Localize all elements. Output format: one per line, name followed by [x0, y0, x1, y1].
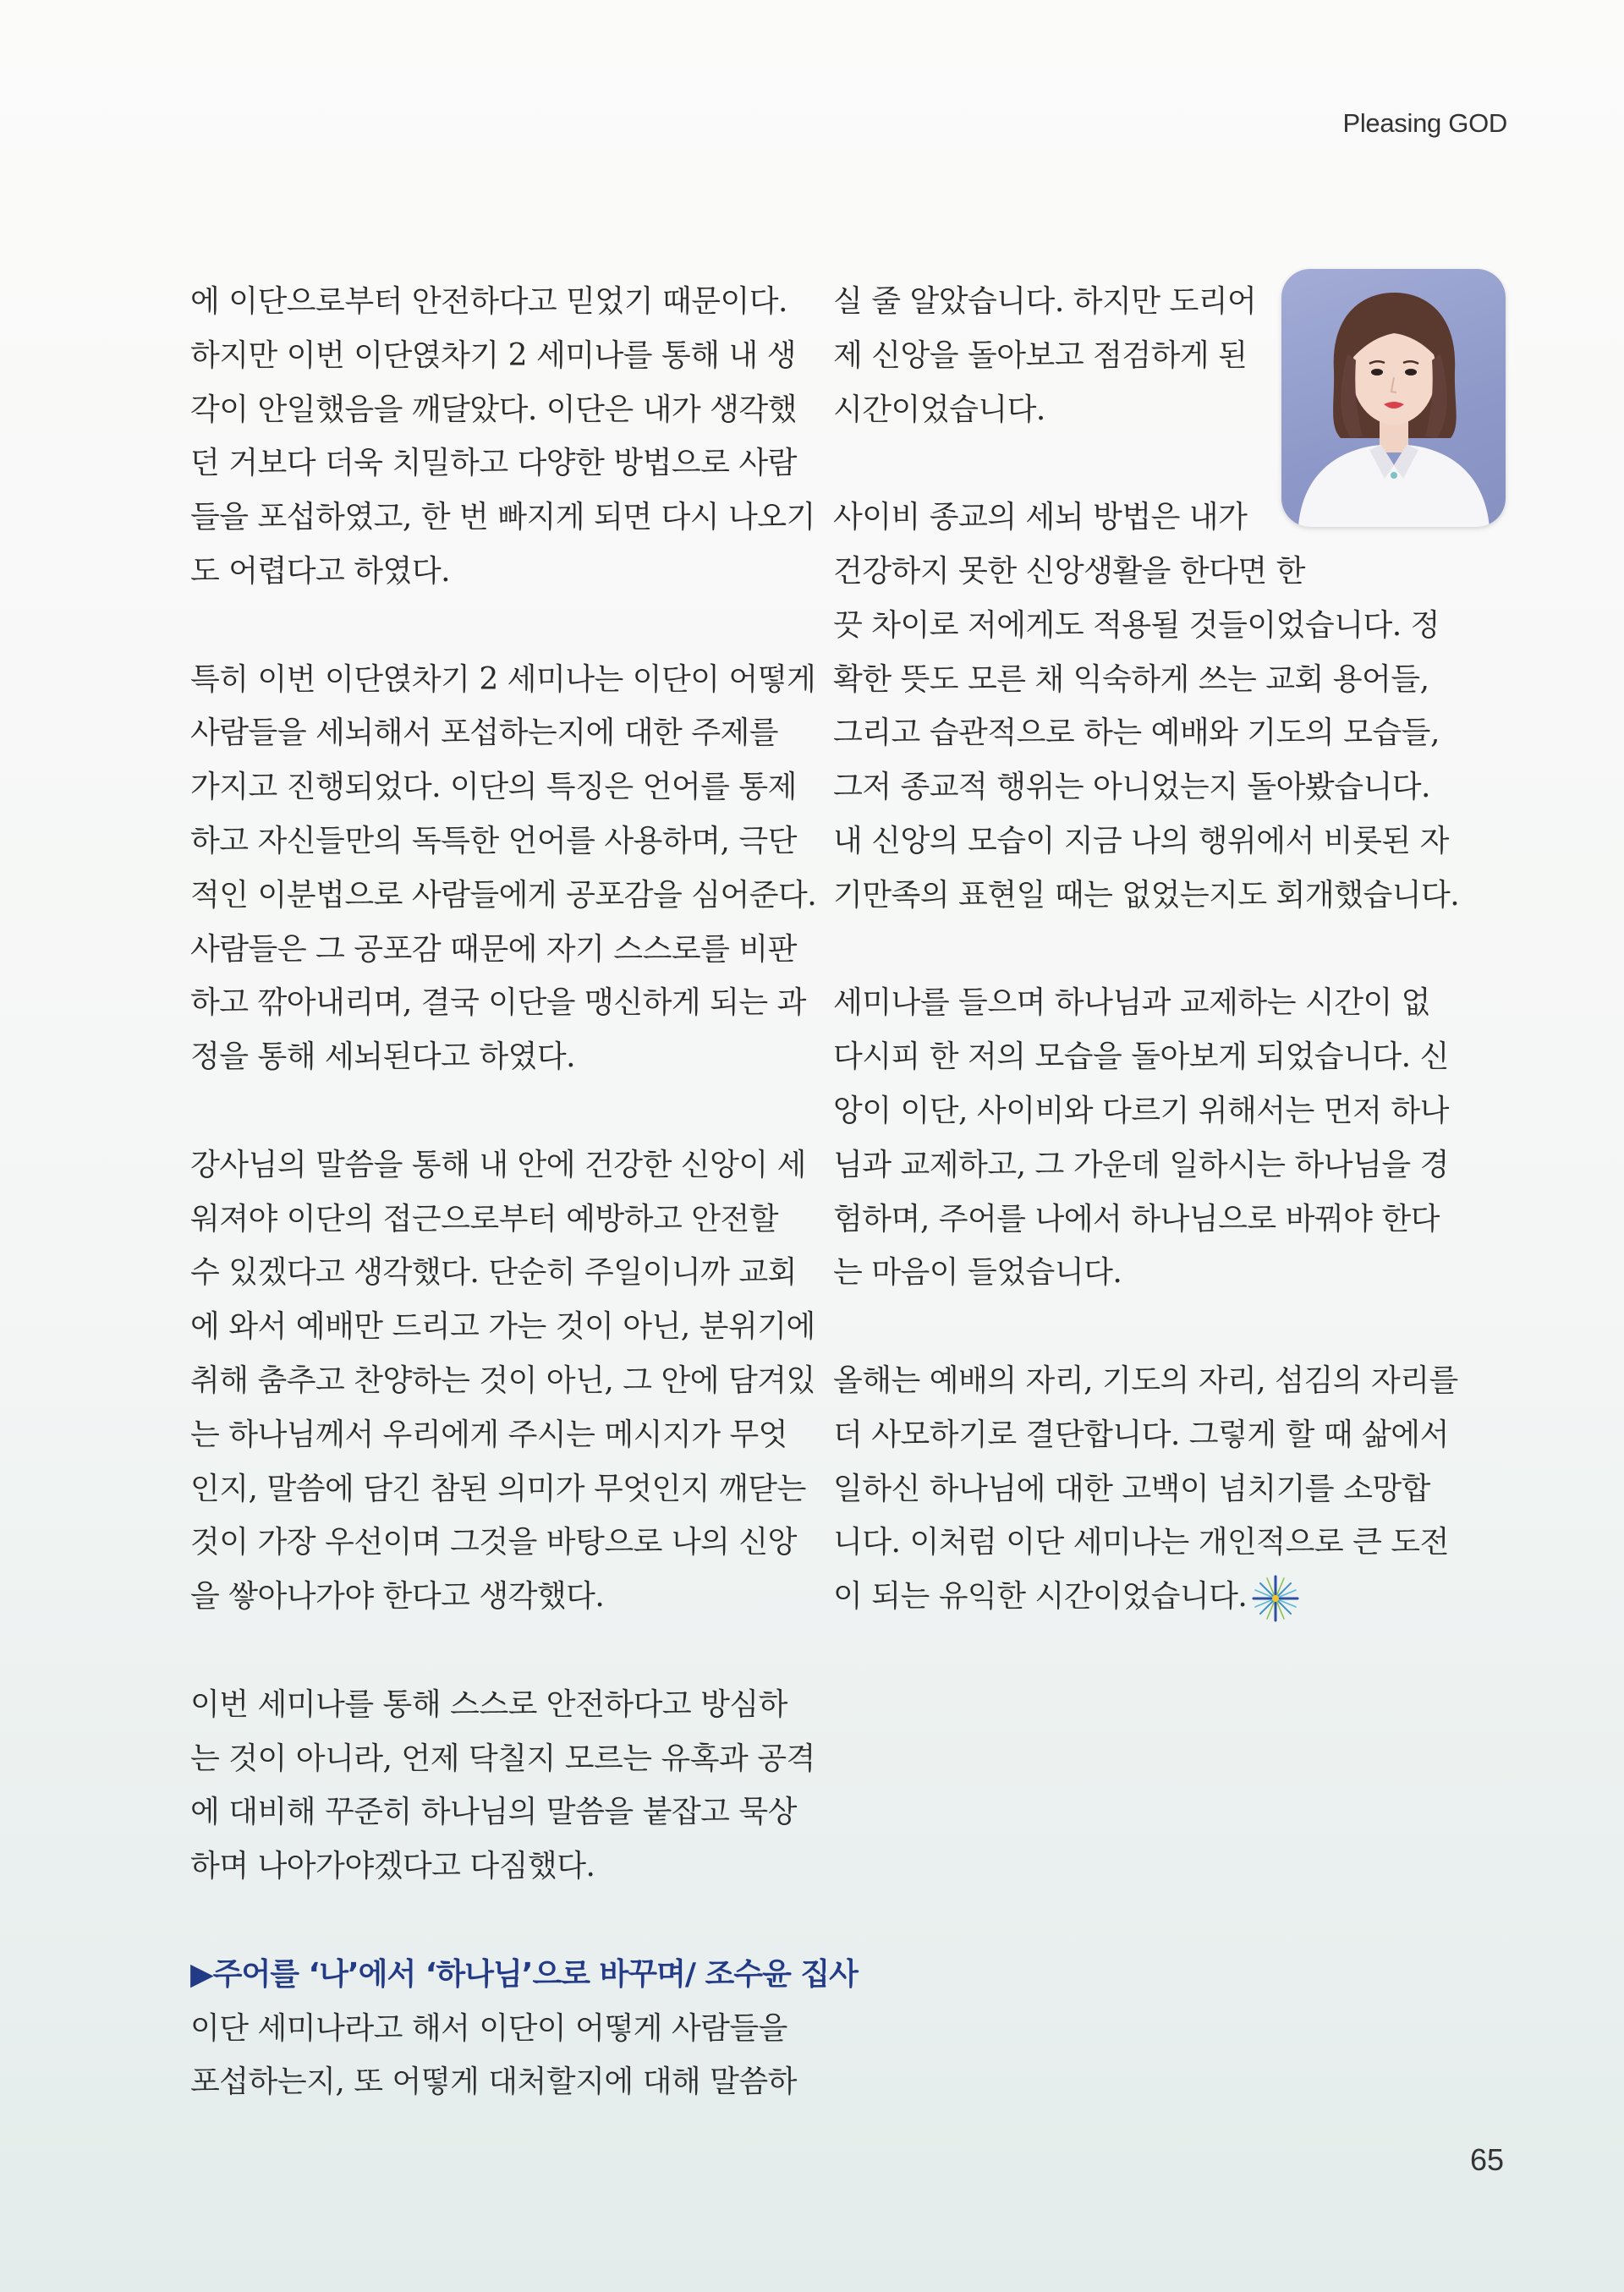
paragraph — [833, 1354, 1458, 1624]
text-line: 특히 이번 이단엱차기 2 세미나는 이단이 어떻게 — [190, 661, 816, 697]
text-line: 그리고 습관적으로 하는 예배와 기도의 모습들, — [833, 716, 1440, 751]
text-line: 는 마음이 들었습니다. — [833, 1255, 1122, 1291]
page-number: 65 — [1469, 2142, 1504, 2177]
text-line: 강사님의 말씀을 통해 내 안에 건강한 신앙이 세 — [190, 1147, 806, 1182]
right-column — [833, 275, 1460, 1624]
paragraph — [190, 275, 815, 599]
text-line: 에 와서 예배만 드리고 가는 것이 아닌, 분위기에 — [190, 1309, 815, 1345]
text-line: 각이 안일했음을 깨달았다. 이단은 내가 생각했 — [190, 392, 797, 427]
text-line: 세미나를 들으며 하나님과 교제하는 시간이 없 — [833, 985, 1430, 1021]
text-line: 취해 춤추고 찬양하는 것이 아닌, 그 안에 담겨있 — [190, 1363, 815, 1398]
text-line: 수 있겠다고 생각했다. 단순히 주일이니까 교회 — [190, 1255, 797, 1291]
paragraph — [190, 653, 817, 1084]
text-line: 하지만 이번 이단엱차기 2 세미나를 통해 내 생 — [190, 337, 796, 373]
text-line: 에 대비해 꾸준히 하나님의 말씀을 붙잡고 묵상 — [190, 1795, 797, 1830]
cross-ornament-icon — [1250, 1573, 1301, 1624]
paragraph — [833, 491, 1460, 922]
text-line: 을 쌓아나가야 한다고 생각했다. — [190, 1579, 605, 1615]
text-line: 포섭하는지, 또 어떻게 대처할지에 대해 말씀하 — [190, 2064, 797, 2100]
text-line: 던 거보다 더욱 치밀하고 다양한 방법으로 사람 — [190, 446, 797, 481]
text-line: 사이비 종교의 세뇌 방법은 내가 — [833, 500, 1248, 535]
text-line: 제 신앙을 돌아보고 점검하게 된 — [833, 337, 1248, 373]
text-line: 시간이었습니다. — [833, 392, 1045, 427]
text-line: 에 이단으로부터 안전하다고 믿었기 때문이다. — [190, 284, 787, 319]
text-line: 이번 세미나를 통해 스스로 안전하다고 방심하 — [190, 1686, 787, 1722]
text-line: 인지, 말씀에 담긴 참된 의미가 무엇인지 깨닫는 — [190, 1471, 806, 1506]
text-line: 가지고 진행되었다. 이단의 특징은 언어를 통제 — [190, 770, 797, 805]
text-line: 하고 자신들만의 독특한 언어를 사용하며, 극단 — [190, 823, 797, 858]
text-line: 확한 뜻도 모른 채 익숙하게 쓰는 교회 용어들, — [833, 661, 1429, 697]
text-line: 는 것이 아니라, 언제 닥칠지 모르는 유혹과 공격 — [190, 1741, 815, 1776]
left-column — [190, 275, 858, 2109]
paragraph — [190, 1678, 815, 1894]
text-line: 올해는 예배의 자리, 기도의 자리, 섬김의 자리를 — [833, 1363, 1458, 1398]
text-line: 정을 통해 세뇌된다고 하였다. — [190, 1039, 576, 1075]
text-line: 앙이 이단, 사이비와 다르기 위해서는 먼저 하나 — [833, 1093, 1449, 1128]
text-line: 하며 나아가야겠다고 다짐했다. — [190, 1849, 595, 1884]
text-line: 건강하지 못한 신앙생활을 한다면 한 — [833, 553, 1305, 589]
paragraph — [833, 275, 1431, 436]
text-line: 그저 종교적 행위는 아니었는지 돌아봤습니다. — [833, 770, 1430, 805]
text-line: 험하며, 주어를 나에서 하나님으로 바꿔야 한다 — [833, 1201, 1440, 1236]
text-line: 더 사모하기로 결단합니다. 그렇게 할 때 삶에서 — [833, 1417, 1449, 1452]
running-header: Pleasing GOD — [1342, 108, 1507, 138]
paragraph — [190, 1138, 815, 1624]
text-line: 이단 세미나라고 해서 이단이 어떻게 사람들을 — [190, 2010, 787, 2046]
text-line: 기만족의 표현일 때는 없었는지도 회개했습니다. — [833, 877, 1460, 913]
text-line: 하고 깎아내리며, 결국 이단을 맹신하게 되는 과 — [190, 985, 806, 1021]
text-line: 들을 포섭하였고, 한 번 빠지게 되면 다시 나오기 — [190, 500, 815, 535]
text-line: 사람들을 세뇌해서 포섭하는지에 대한 주제를 — [190, 716, 779, 751]
text-line: 다시피 한 저의 모습을 돌아보게 되었습니다. 신 — [833, 1039, 1449, 1075]
text-line: 님과 교제하고, 그 가운데 일하시는 하나님을 경 — [833, 1147, 1449, 1182]
text-line: 일하신 하나님에 대한 고백이 넘치기를 소망합 — [833, 1471, 1430, 1506]
text-line — [833, 1570, 1431, 1624]
text-line: 는 하나님께서 우리에게 주시는 메시지가 무엇 — [190, 1417, 787, 1452]
text-line: 도 어렵다고 하였다. — [190, 553, 451, 589]
text-line: 사람들은 그 공포감 때문에 자기 스스로를 비판 — [190, 931, 797, 967]
text-line: 것이 가장 우선이며 그것을 바탕으로 나의 신앙 — [190, 1525, 797, 1560]
text-line: 니다. 이처럼 이단 세미나는 개인적으로 큰 도전 — [833, 1525, 1449, 1560]
closing-text: 이 되는 유익한 시간이었습니다. — [833, 1579, 1248, 1615]
text-line: 실 줄 알았습니다. 하지만 도리어 — [833, 284, 1257, 319]
text-line: 적인 이분법으로 사람들에게 공포감을 심어준다. — [190, 877, 817, 913]
paragraph — [833, 976, 1449, 1300]
paragraph — [190, 1948, 858, 2109]
text-line: 끗 차이로 저에게도 적용될 것들이었습니다. 정 — [833, 607, 1440, 643]
text-line: 내 신앙의 모습이 지금 나의 행위에서 비롯된 자 — [833, 823, 1449, 858]
section-heading: ▶주어를 ‘나’에서 ‘하나님’으로 바꾸며/ 조수윤 집사 — [190, 1956, 858, 1992]
text-line: 워져야 이단의 접근으로부터 예방하고 안전할 — [190, 1201, 779, 1236]
